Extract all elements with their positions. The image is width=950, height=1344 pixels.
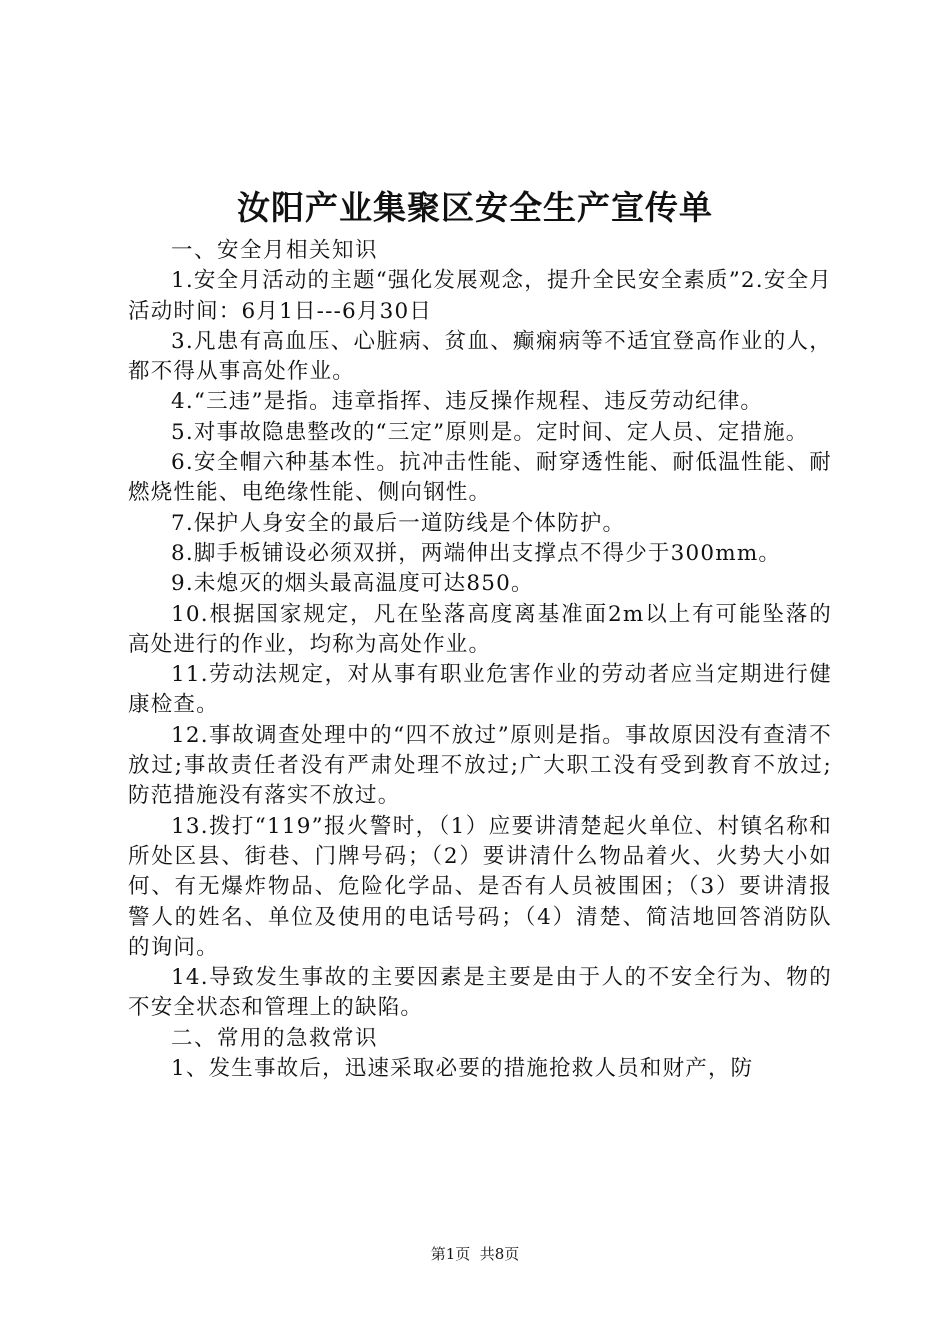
- page-footer: [0, 1244, 950, 1264]
- section-heading-1: 一、安全月相关知识: [171, 238, 379, 263]
- paragraph-1: 1.安全月活动的主题“强化发展观念，提升全民安全素质”2.安全月活动时间：6月1日---6月30日: [128, 268, 832, 324]
- paragraph-first-aid-1: 1、发生事故后，迅速采取必要的措施抢救人员和财产，防: [171, 1056, 754, 1082]
- paragraph-13: 13.拨打“119”报火警时，（1）应要讲清楚起火单位、村镇名称和所处区县、街巷、门牌号码；（2）要讲清什么物品着火、火势大小如何、有无爆炸物品、危险化学品、是否有人员被围困；（3）要讲清报警人的姓名、单位及使用的电话号码；（4）清楚、简洁地回答消防队的询问。: [128, 813, 832, 960]
- paragraph-11: 11.劳动法规定，对从事有职业危害作业的劳动者应当定期进行健康检查。: [128, 662, 832, 718]
- paragraph-6: 6.安全帽六种基本性。抗冲击性能、耐穿透性能、耐低温性能、耐燃烧性能、电绝缘性能、侧向钢性。: [128, 450, 832, 506]
- paragraph-9: 9.未熄灭的烟头最高温度可达850。: [171, 571, 534, 597]
- paragraph-3: 3.凡患有高血压、心脏病、贫血、癫痫病等不适宜登高作业的人，都不得从事高处作业。: [128, 328, 832, 385]
- paragraph-12: 12.事故调查处理中的“四不放过”原则是指。事故原因没有查清不放过;事故责任者没有严肃处理不放过;广大职工没有受到教育不放过;防范措施没有落实不放过。: [128, 722, 832, 809]
- paragraph-5: 5.对事故隐患整改的“三定”原则是。定时间、定人员、定措施。: [171, 419, 809, 445]
- section-heading-2: 二、常用的急救常识: [171, 1025, 379, 1051]
- paragraph-7: 7.保护人身安全的最后一道防线是个体防护。: [171, 510, 626, 536]
- document-title: 汝阳产业集聚区安全生产宣传单: [237, 188, 713, 227]
- paragraph-14: 14.导致发生事故的主要因素是主要是由于人的不安全行为、物的不安全状态和管理上的缺陷。: [128, 965, 832, 1021]
- page-number-label: 第1页 共8页: [430, 1245, 520, 1263]
- document-body: [128, 236, 832, 1084]
- paragraph-8: 8.脚手板铺设必须双拼，两端伸出支撑点不得少于300mm。: [171, 540, 782, 566]
- paragraph-4: 4.“三违”是指。违章指挥、违反操作规程、违反劳动纪律。: [171, 389, 764, 415]
- paragraph-10: 10.根据国家规定，凡在坠落高度离基准面2m以上有可能坠落的高处进行的作业，均称为高处作业。: [128, 601, 832, 657]
